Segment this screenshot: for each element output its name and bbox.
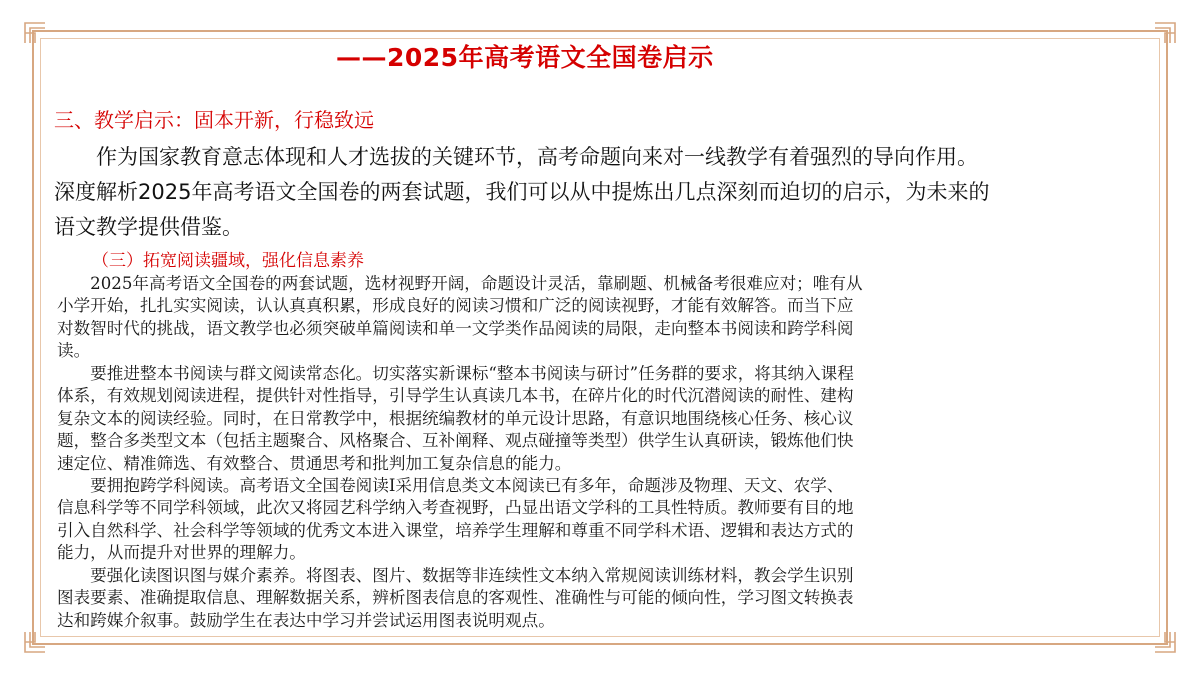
body-line: 读。 [57, 341, 91, 361]
body-paragraph-4 [57, 565, 1157, 632]
body-line: 题，整合多类型文本（包括主题聚合、风格聚合、互补阐释、观点碰撞等类型）供学生认真研读，锻炼他们快 [57, 431, 854, 451]
corner-ornament-icon [24, 631, 46, 653]
body-line: 速定位、精准筛选、有效整合、贯通思考和批判加工复杂信息的能力。 [57, 453, 572, 473]
body-paragraph-2 [57, 363, 1157, 475]
intro-line: 语文教学提供借鉴。 [54, 215, 243, 239]
corner-ornament-icon [24, 22, 46, 44]
sub-heading: （三）拓宽阅读疆域，强化信息素养 [92, 251, 364, 271]
body-paragraph-1 [57, 273, 1157, 363]
body-line: 复杂文本的阅读经验。同时，在日常教学中，根据统编教材的单元设计思路，有意识地围绕核心任务、核心议 [57, 408, 854, 428]
section-heading: 三、教学启示：固本开新，行稳致远 [54, 108, 374, 132]
body-line: 信息科学等不同学科领域，此次又将园艺科学纳入考查视野，凸显出语文学科的工具性特质。教师要有目的地 [57, 498, 854, 518]
body-line: 体系，有效规划阅读进程，提供针对性指导，引导学生认真读几本书，在碎片化的时代沉潜阅读的耐性、建构 [57, 386, 854, 406]
intro-line: 作为国家教育意志体现和人才选拔的关键环节，高考命题向来对一线教学有着强烈的导向作用。 [54, 145, 978, 169]
page-title: ——2025年高考语文全国卷启示 [336, 43, 714, 72]
body-line: 能力，从而提升对世界的理解力。 [57, 543, 306, 563]
body-line: 图表要素、准确提取信息、理解数据关系，辨析图表信息的客观性、准确性与可能的倾向性，学习图文转换表 [57, 588, 854, 608]
corner-ornament-icon [1154, 22, 1176, 44]
body-line: 小学开始，扎扎实实阅读，认认真真积累，形成良好的阅读习惯和广泛的阅读视野，才能有效解答。而当下应 [57, 296, 854, 316]
body-line: 引入自然科学、社会科学等领域的优秀文本进入课堂，培养学生理解和尊重不同学科术语、逻辑和表达方式的 [57, 520, 854, 540]
body-line: 要拥抱跨学科阅读。高考语文全国卷阅读Ⅰ采用信息类文本阅读已有多年，命题涉及物理、天文、农学、 [57, 476, 844, 495]
intro-line: 深度解析2025年高考语文全国卷的两套试题，我们可以从中提炼出几点深刻而迫切的启示，为未来的 [54, 180, 990, 204]
body-line: 2025年高考语文全国卷的两套试题，选材视野开阔，命题设计灵活，靠刷题、机械备考很难应对；唯有从 [57, 274, 863, 293]
corner-ornament-icon [1154, 631, 1176, 653]
body-line: 要推进整本书阅读与群文阅读常态化。切实落实新课标“整本书阅读与研讨”任务群的要求，将其纳入课程 [57, 364, 854, 383]
body-line: 达和跨媒介叙事。鼓励学生在表达中学习并尝试运用图表说明观点。 [57, 610, 555, 630]
body-line: 对数智时代的挑战，语文教学也必须突破单篇阅读和单一文学类作品阅读的局限，走向整本书阅读和跨学科阅 [57, 318, 854, 338]
body-paragraph-3 [57, 475, 1157, 565]
intro-paragraph [54, 140, 1154, 245]
body-line: 要强化读图识图与媒介素养。将图表、图片、数据等非连续性文本纳入常规阅读训练材料，教会学生识别 [57, 566, 854, 585]
